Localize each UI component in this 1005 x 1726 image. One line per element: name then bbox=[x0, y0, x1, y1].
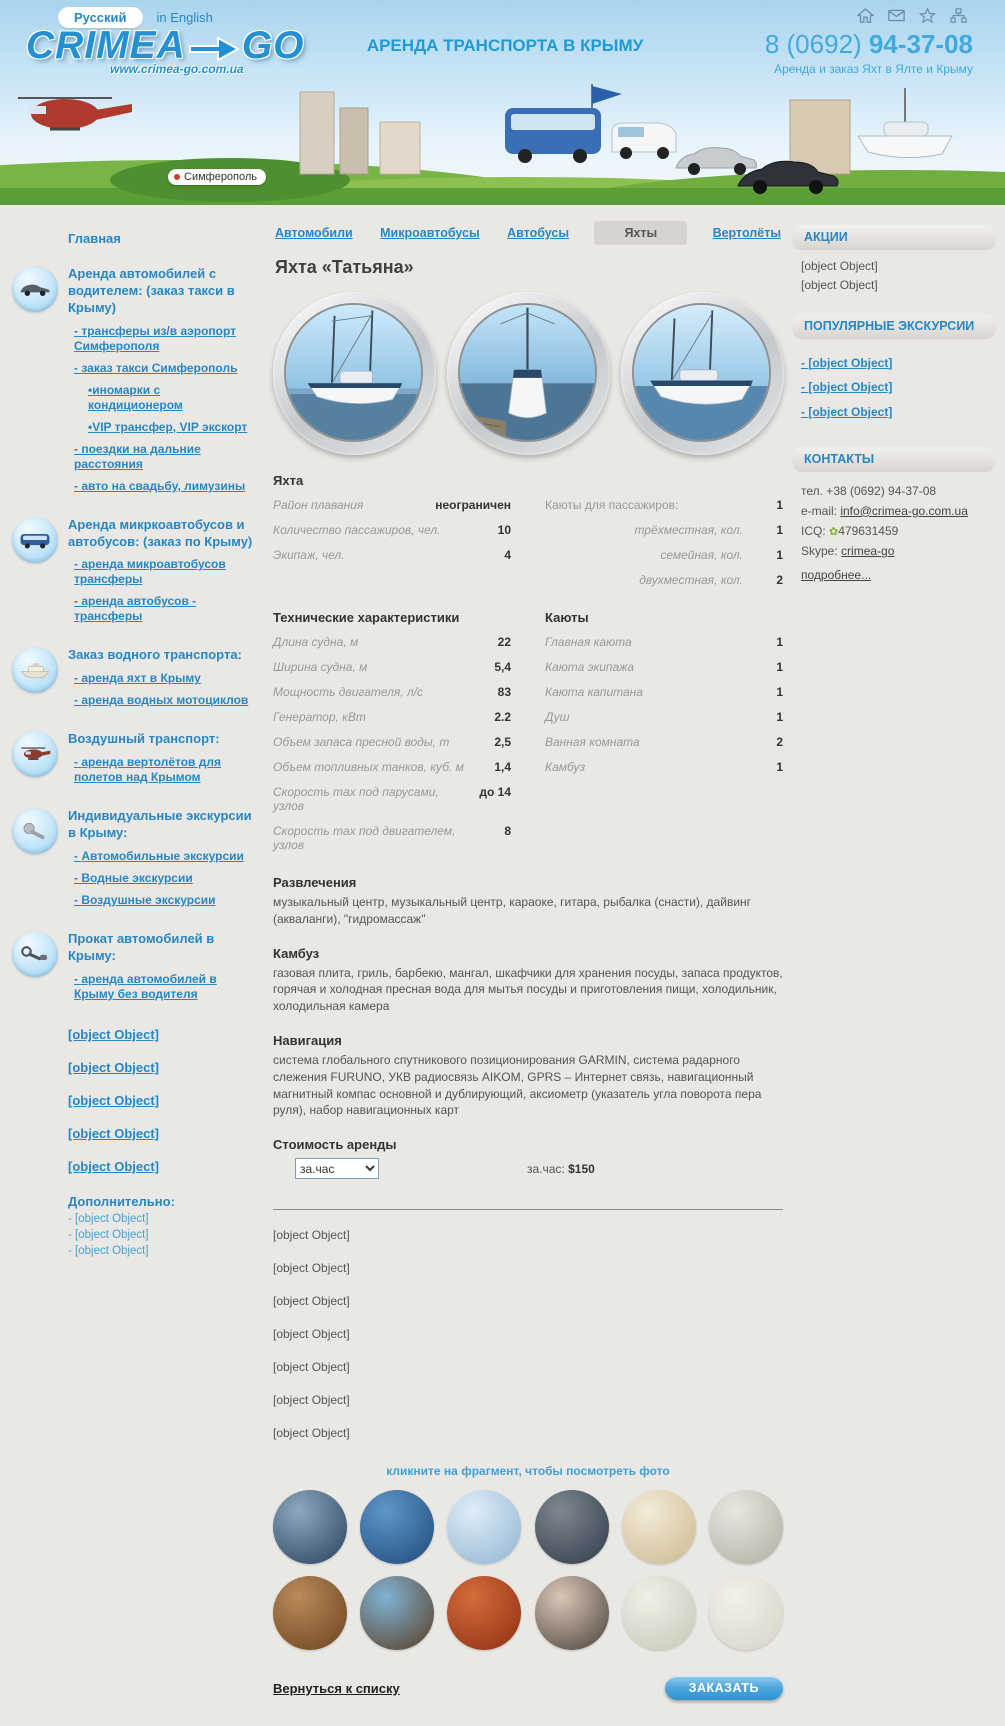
sidebar-extra-title: Дополнительно: bbox=[68, 1193, 175, 1209]
description-section: Камбуз газовая плита, гриль, барбекю, мангал, шкафчики для хранения посуды, запаса продуктов, горячая и холодная пресная вода для мытья посуды и приготовления пищи, холодильник, холодильная камера bbox=[273, 945, 783, 1014]
rental-period-select[interactable] bbox=[295, 1158, 379, 1179]
site-url: www.crimea-go.com.ua bbox=[110, 62, 244, 76]
sidebar-item[interactable]: [object Object] bbox=[68, 1092, 160, 1108]
bus-icon bbox=[12, 517, 58, 563]
sidebar-section-title: Прокат автомобилей в Крыму: bbox=[68, 931, 215, 963]
sidebar-link[interactable]: • VIP трансфер, VIP экскорт bbox=[88, 420, 257, 435]
site-logo[interactable]: CRIMEA GO bbox=[26, 24, 305, 67]
photo-thumbnail[interactable] bbox=[709, 1490, 783, 1564]
sidebar-extra-link[interactable]: - [object Object] bbox=[68, 1245, 257, 1257]
icq-icon: ✿ bbox=[829, 525, 839, 538]
contacts-body: тел. +38 (0692) 94-37-08 e-mail: info@crimea-go.com.ua ICQ: ✿479631459 Skype: crimea-go подробнее... bbox=[793, 471, 995, 586]
sidebar-extra-link[interactable]: - [object Object] bbox=[68, 1229, 257, 1241]
photo-thumbnail[interactable] bbox=[447, 1576, 521, 1650]
contact-icq: 479631459 bbox=[838, 523, 899, 538]
page-title: Яхта «Татьяна» bbox=[275, 257, 414, 277]
yacht-porthole-photos bbox=[273, 292, 783, 455]
sidebar-link[interactable]: - аренда водных мотоциклов bbox=[74, 693, 248, 708]
sidebar-link[interactable]: - трансферы из/в аэропорт Симферополя bbox=[74, 324, 257, 354]
promo-text: [object Object] bbox=[801, 259, 878, 273]
category-tab[interactable]: Яхты bbox=[594, 221, 687, 245]
specs-right-table bbox=[545, 492, 783, 592]
back-to-list-link[interactable]: Вернуться к списку bbox=[273, 1680, 400, 1696]
spec-row: Камбуз 1 bbox=[545, 759, 783, 774]
tour-link[interactable]: - [object Object] bbox=[801, 404, 991, 421]
lang-english-link[interactable]: in English bbox=[156, 10, 213, 25]
sidebar-link[interactable]: - Автомобильные экскурсии bbox=[74, 849, 257, 864]
spec-row: трёхместная, кол. 1 bbox=[634, 522, 783, 537]
sidebar-link[interactable]: - аренда автобусов - трансферы bbox=[74, 594, 257, 624]
sidebar-link[interactable]: - заказ такси Симферополь bbox=[74, 361, 257, 376]
tech-table bbox=[273, 629, 511, 857]
map-pin-icon bbox=[174, 174, 180, 180]
promo-text: [object Object] bbox=[801, 277, 878, 292]
sidebar-section-title: Аренда микркоавтобусов и автобусов: (заказ по Крыму) bbox=[68, 516, 253, 549]
promos-header: АКЦИИ bbox=[793, 225, 995, 249]
contact-email-link[interactable]: info@crimea-go.com.ua bbox=[840, 503, 968, 518]
sidebar-section-title: Заказ водного транспорта: bbox=[68, 647, 242, 663]
photo-thumbnail[interactable] bbox=[360, 1576, 434, 1650]
description-paragraph: [object Object] bbox=[273, 1294, 350, 1309]
contacts-more-link[interactable]: подробнее... bbox=[801, 567, 872, 582]
pricing-section bbox=[273, 1137, 783, 1179]
tech-heading: Технические характеристики bbox=[273, 610, 460, 625]
contacts-header: КОНТАКТЫ bbox=[793, 447, 995, 471]
spec-row: Ширина судна, м 5,4 bbox=[273, 659, 511, 674]
sidebar-section-air bbox=[12, 731, 257, 792]
sidebar-link[interactable]: - аренда вертолётов для полетов над Крымом bbox=[74, 755, 257, 785]
helicopter-icon bbox=[12, 731, 58, 777]
category-tab[interactable]: Автомобили bbox=[275, 226, 353, 240]
sidebar-link[interactable]: • иномарки с кондиционером bbox=[88, 383, 257, 413]
description-section: Развлечения музыкальный центр, музыкальный центр, караоке, гитара, рыбалка (снасти), дайвинг (акваланги), "гидромассаж" bbox=[273, 875, 752, 926]
description-paragraph: [object Object] bbox=[273, 1393, 350, 1408]
mail-icon[interactable] bbox=[888, 8, 905, 23]
description-paragraph: [object Object] bbox=[273, 1327, 350, 1342]
sidebar-link[interactable]: - авто на свадьбу, лимузины bbox=[74, 479, 257, 494]
category-tab[interactable]: Автобусы bbox=[507, 226, 570, 240]
sidebar-section-buses bbox=[12, 517, 257, 632]
sidebar-item[interactable]: [object Object] bbox=[68, 1158, 160, 1174]
left-sidebar bbox=[10, 215, 263, 1257]
yacht-photo-3[interactable] bbox=[621, 292, 784, 455]
sitemap-icon[interactable] bbox=[950, 8, 967, 23]
spec-row: Каюта капитана 1 bbox=[545, 684, 783, 699]
spec-row: Каюта экипажа 1 bbox=[545, 659, 783, 674]
spec-row: Экипаж, чел. 4 bbox=[273, 547, 511, 562]
star-icon[interactable] bbox=[919, 8, 936, 23]
main-content bbox=[263, 215, 793, 1726]
right-sidebar bbox=[793, 215, 995, 586]
photo-thumbnail[interactable] bbox=[535, 1490, 609, 1564]
microphone-icon bbox=[12, 808, 58, 854]
sidebar-item-home[interactable]: Главная bbox=[68, 231, 121, 246]
photo-thumbnail[interactable] bbox=[273, 1490, 347, 1564]
sidebar-extra-link[interactable]: - [object Object] bbox=[68, 1213, 257, 1225]
car-keys-icon bbox=[12, 931, 58, 977]
yacht-icon bbox=[12, 647, 58, 693]
cabins-table bbox=[545, 629, 783, 779]
spec-row: Мощность двигателя, л/с 83 bbox=[273, 684, 511, 699]
spec-row: Ванная комната 2 bbox=[545, 734, 783, 749]
photo-thumbnail[interactable] bbox=[622, 1576, 696, 1650]
spec-row: Душ 1 bbox=[545, 709, 783, 724]
order-button[interactable]: ЗАКАЗАТЬ bbox=[665, 1676, 783, 1700]
tour-link[interactable]: - [object Object] bbox=[801, 355, 991, 372]
specs-left-table bbox=[273, 492, 511, 592]
lang-russian-button[interactable]: Русский bbox=[58, 7, 143, 28]
page-header bbox=[0, 0, 1005, 205]
spec-row: Каюты для пассажиров: 1 bbox=[545, 497, 783, 512]
photo-thumbnail[interactable] bbox=[273, 1576, 347, 1650]
description-paragraph: [object Object] bbox=[273, 1261, 350, 1276]
promos-body bbox=[793, 249, 995, 298]
yacht-description bbox=[273, 1226, 783, 1442]
sidebar-section-tours bbox=[12, 808, 257, 915]
yacht-photo-1[interactable] bbox=[273, 292, 436, 455]
photo-thumbnail[interactable] bbox=[360, 1490, 434, 1564]
description-section: Навигация система глобального спутникового позиционирования GARMIN, система радарного слежения FURUNO, УКВ радиосвязь AIKOM, GPRS – Интернет связь, навигационный магнитный компас основной и дублирующий, аксиометр (указатель угла поворота пера руля), набор навигационных карт bbox=[273, 1032, 762, 1118]
sidebar-section-title: Аренда автомобилей с водителем: (заказ такси в Крыму) bbox=[68, 266, 235, 315]
spec-row: Объем топливных танков, куб. м 1,4 bbox=[273, 759, 511, 774]
pricing-heading: Стоимость аренды bbox=[273, 1137, 397, 1153]
price-value: за.час: $150 bbox=[527, 1161, 595, 1176]
sidebar-section-title: Воздушный транспорт: bbox=[68, 731, 220, 747]
car-icon bbox=[12, 266, 58, 312]
photo-thumbnail[interactable] bbox=[535, 1576, 609, 1650]
specs-heading: Яхта bbox=[273, 473, 304, 488]
sidebar-link[interactable]: - Воздушные экскурсии bbox=[74, 893, 257, 908]
van-photo bbox=[612, 123, 676, 159]
sidebar-section-cars bbox=[12, 266, 257, 501]
photo-thumbnails-row-1 bbox=[273, 1490, 783, 1564]
description-paragraph: [object Object] bbox=[273, 1360, 350, 1375]
home-icon[interactable] bbox=[857, 8, 874, 23]
category-tabs bbox=[273, 221, 783, 245]
divider bbox=[273, 1209, 783, 1210]
tour-link[interactable]: - [object Object] bbox=[801, 379, 991, 396]
bus-photo bbox=[505, 108, 601, 163]
sidebar-link[interactable]: - Водные экскурсии bbox=[74, 871, 257, 886]
spec-row: Генератор, кВт 2.2 bbox=[273, 709, 511, 724]
spec-row: Главная каюта 1 bbox=[545, 634, 783, 649]
header-photo-montage bbox=[0, 80, 1005, 205]
photo-thumbnail[interactable] bbox=[709, 1576, 783, 1650]
sidebar-section-title: Индивидуальные экскурсии в Крыму: bbox=[68, 808, 252, 841]
tours-body bbox=[793, 338, 995, 431]
map-city-label: Симферополь bbox=[168, 169, 266, 185]
sidebar-section-rental bbox=[12, 931, 257, 1009]
cabins-heading: Каюты bbox=[545, 610, 589, 625]
phone-subtitle: Аренда и заказ Яхт в Ялте и Крыму bbox=[774, 62, 973, 76]
spec-row: Район плавания неограничен bbox=[273, 497, 511, 512]
spec-row: Длина судна, м 22 bbox=[273, 634, 511, 649]
spec-row: Объем запаса пресной воды, т 2,5 bbox=[273, 734, 511, 749]
spec-row: двухместная, кол. 2 bbox=[639, 572, 783, 587]
sidebar-item[interactable]: [object Object] bbox=[68, 1026, 160, 1042]
silver-car-photo bbox=[676, 148, 757, 175]
photos-caption: кликните на фрагмент, чтобы посмотреть фото bbox=[386, 1464, 670, 1479]
contact-skype-link[interactable]: crimea-go bbox=[841, 543, 895, 558]
site-title: АРЕНДА ТРАНСПОРТА В КРЫМУ bbox=[366, 36, 644, 55]
sidebar-item[interactable]: [object Object] bbox=[68, 1059, 160, 1075]
spec-row: Количество пассажиров, чел. 10 bbox=[273, 522, 511, 537]
yacht-photo bbox=[858, 88, 952, 158]
photo-thumbnails-row-2 bbox=[273, 1576, 783, 1650]
sidebar-section-boats bbox=[12, 647, 257, 715]
photo-thumbnail[interactable] bbox=[622, 1490, 696, 1564]
spec-row: Скорость max под двигателем, узлов 8 bbox=[273, 823, 511, 852]
sidebar-link[interactable]: - аренда автомобилей в Крыму без водителя bbox=[74, 972, 257, 1002]
sidebar-item[interactable]: [object Object] bbox=[68, 1125, 160, 1141]
category-tab[interactable]: Микроавтобусы bbox=[380, 226, 480, 240]
sidebar-link[interactable]: - аренда яхт в Крыму bbox=[74, 671, 248, 686]
header-quick-icons bbox=[857, 8, 967, 23]
header-phone: 8 (0692) 94-37-08 Аренда и заказ Яхт в Ялте и Крыму bbox=[764, 29, 973, 76]
photo-thumbnail[interactable] bbox=[447, 1490, 521, 1564]
description-paragraph: [object Object] bbox=[273, 1426, 350, 1441]
category-tab[interactable]: Вертолёты bbox=[712, 226, 781, 240]
logo-arrow-icon bbox=[188, 36, 240, 62]
sidebar-link[interactable]: - поездки на дальние расстояния bbox=[74, 442, 257, 472]
yacht-photo-2[interactable] bbox=[447, 292, 610, 455]
spec-row: Скорость max под парусами, узлов до 14 bbox=[273, 784, 511, 813]
sidebar-link[interactable]: - аренда микроавтобусов трансферы bbox=[74, 557, 257, 587]
spec-row: семейная, кол. 1 bbox=[660, 547, 783, 562]
contact-phone: тел. +38 (0692) 94-37-08 bbox=[801, 483, 937, 498]
tours-header: ПОПУЛЯРНЫЕ ЭКСКУРСИИ bbox=[793, 314, 995, 338]
helicopter-photo bbox=[18, 98, 132, 129]
description-paragraph: [object Object] bbox=[273, 1228, 350, 1243]
